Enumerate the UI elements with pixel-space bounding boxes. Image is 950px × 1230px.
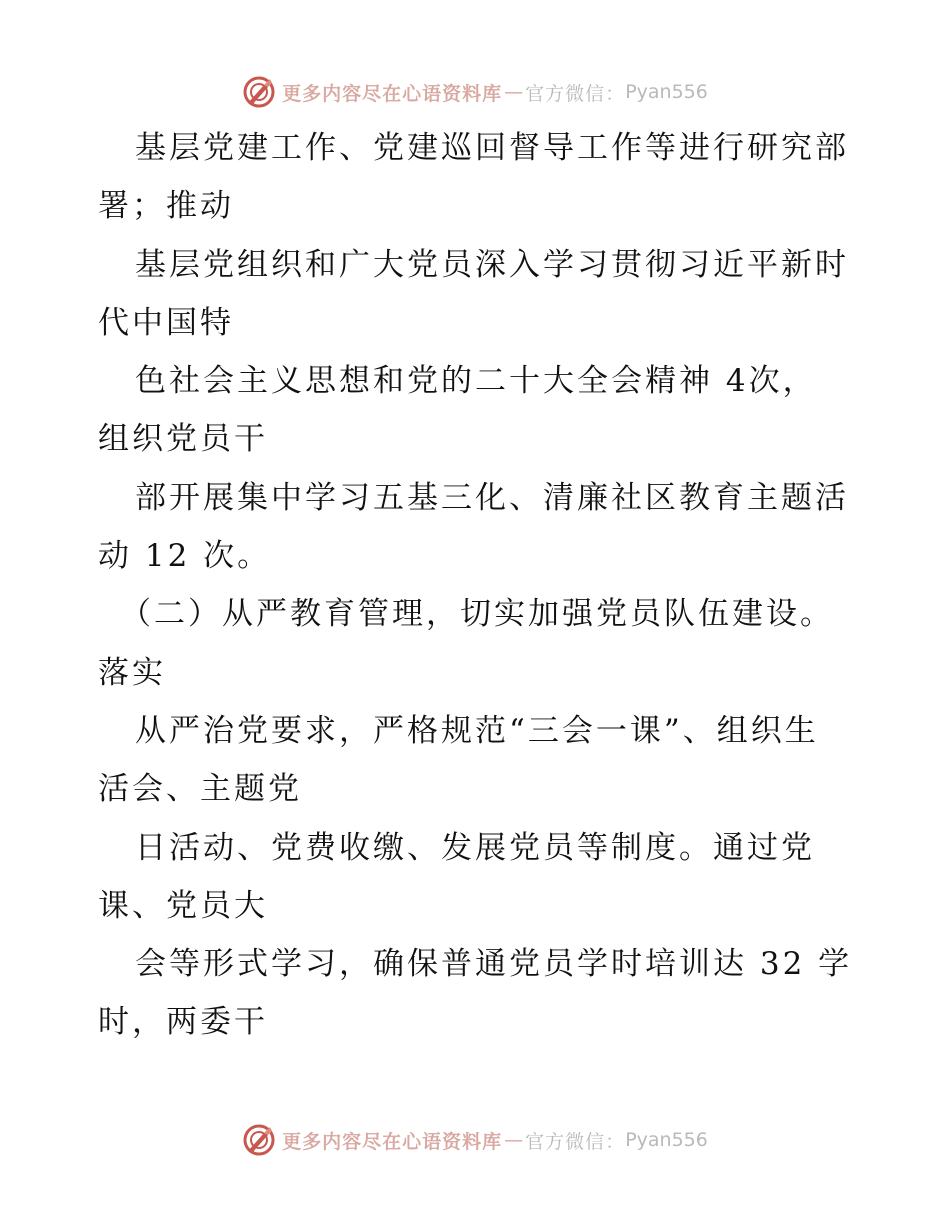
header-watermark [0, 72, 950, 112]
body-line: 基层党组织和广大党员深入学习贯彻习近平新时 [135, 246, 849, 283]
body-line: 署；推动 [98, 188, 234, 225]
body-line: 动 12 次。 [98, 538, 272, 575]
watermark-wechat-id: Pyan556 [625, 81, 708, 103]
watermark-dash: — [504, 81, 524, 103]
body-line: 从严治党要求，严格规范“三会一课”、组织生 [135, 712, 819, 749]
brand-logo-icon [242, 75, 276, 109]
watermark-brand-text: 更多内容尽在心语资料库 [282, 1130, 503, 1153]
watermark-brand-text: 更多内容尽在心语资料库 [282, 82, 503, 105]
body-line: 时，两委干 [98, 1004, 268, 1041]
body-line: 会等形式学习，确保普通党员学时培训达 32 学 [135, 946, 853, 983]
body-line: 代中国特 [98, 304, 234, 341]
footer-watermark [0, 1120, 950, 1160]
body-line: 课、党员大 [98, 887, 268, 924]
body-line: 部开展集中学习五基三化、清廉社区教育主题活 [135, 479, 849, 516]
body-line: 色社会主义思想和党的二十大全会精神 4次， [135, 363, 817, 400]
watermark-wechat-id: Pyan556 [625, 1129, 708, 1151]
section-heading: （二）从严教育管理，切实加强党员队伍建设。 [120, 596, 834, 633]
brand-logo-icon [242, 1123, 276, 1157]
watermark-dash: — [504, 1129, 524, 1151]
body-line: 组织党员干 [98, 421, 268, 458]
body-line: 活会、主题党 [98, 771, 302, 808]
body-line: 日活动、党费收缴、发展党员等制度。通过党 [135, 829, 815, 866]
body-line: 基层党建工作、党建巡回督导工作等进行研究部 [135, 130, 849, 166]
watermark-wechat-label: 官方微信： [525, 82, 626, 105]
body-line: 落实 [98, 654, 166, 691]
watermark-wechat-label: 官方微信： [525, 1130, 626, 1153]
document-body [98, 119, 858, 1052]
